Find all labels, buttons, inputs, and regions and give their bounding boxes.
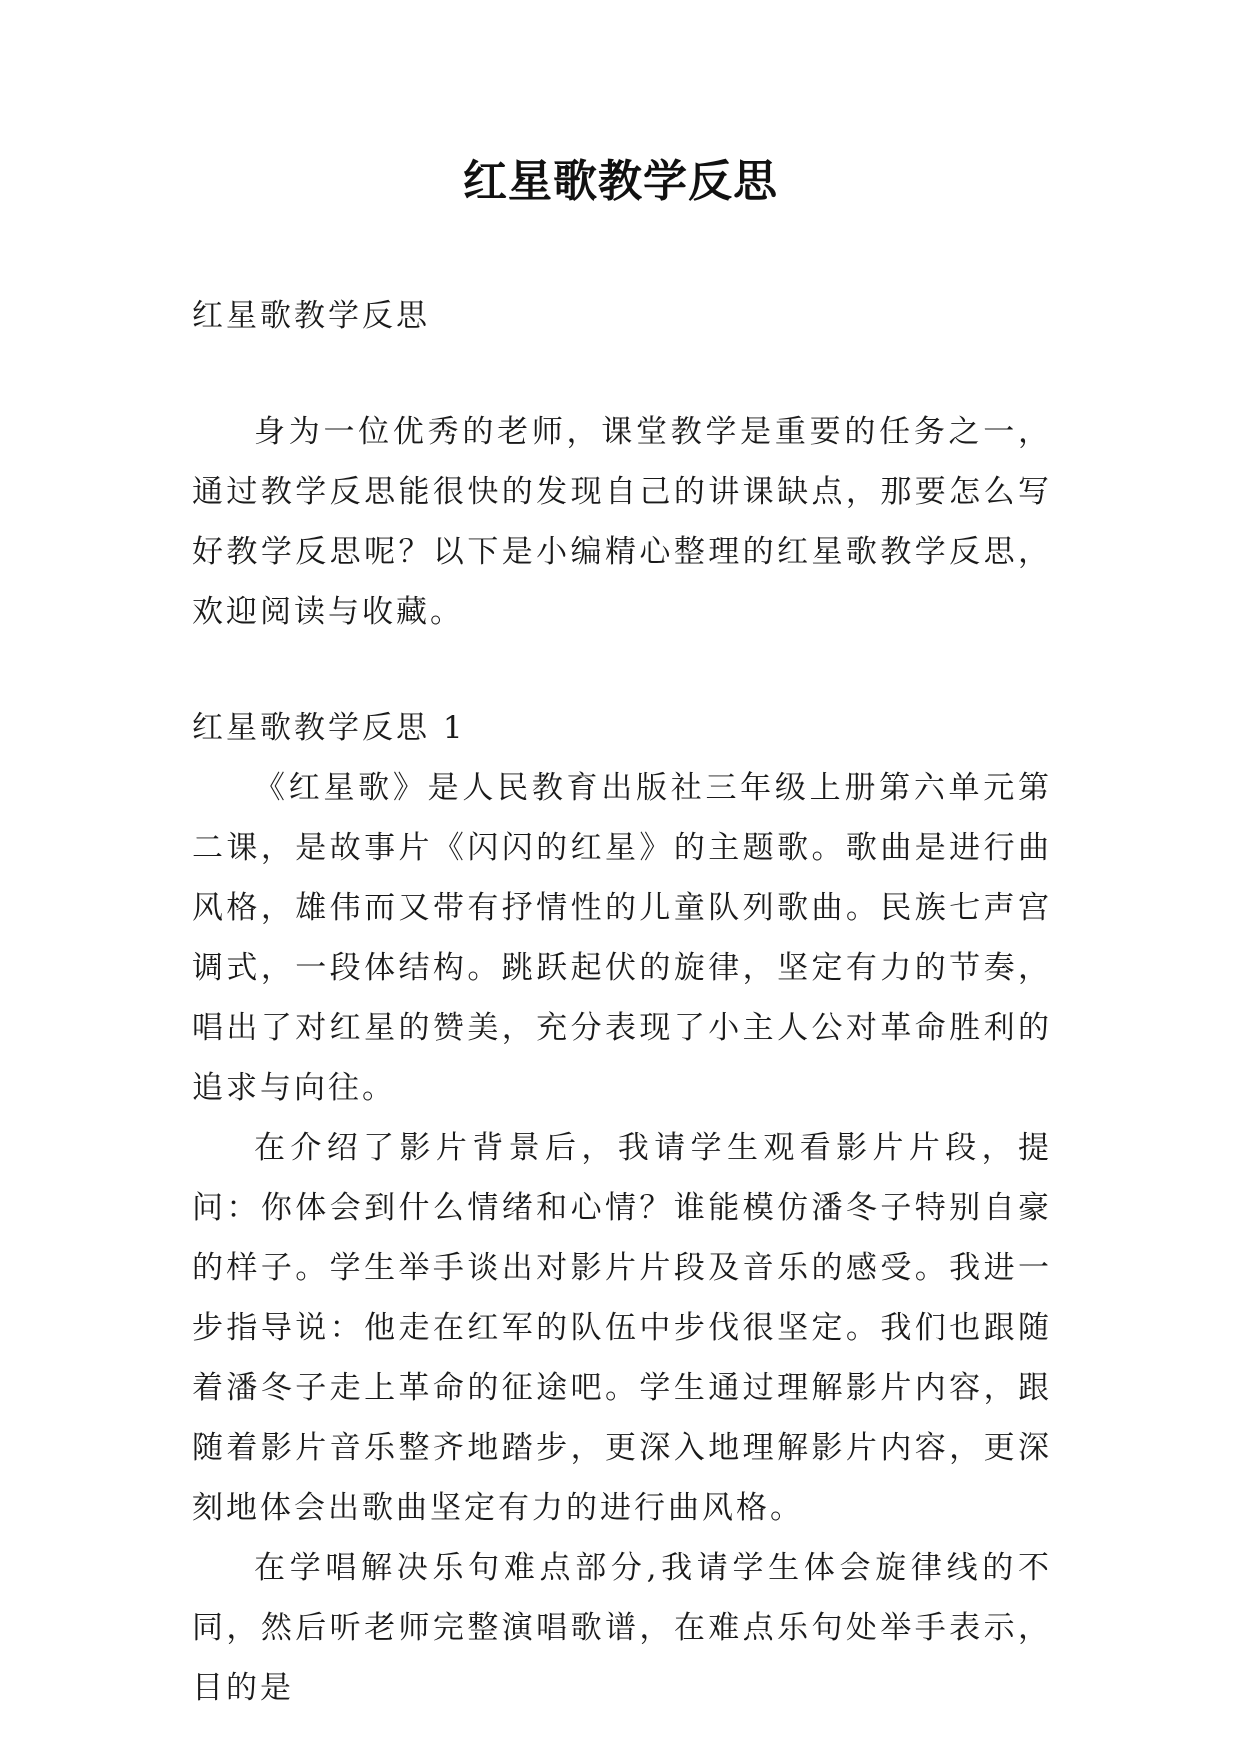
- section-heading: 红星歌教学反思 1: [192, 710, 466, 746]
- intro-paragraph: 身为一位优秀的老师，课堂教学是重要的任务之一，通过教学反思能很快的发现自己的讲课缺点，那要怎么写好教学反思呢？以下是小编精心整理的红星歌教学反思，欢迎阅读与收藏。: [192, 414, 1052, 630]
- document-title: 红星歌教学反思: [463, 156, 778, 207]
- body-paragraph: 《红星歌》是人民教育出版社三年级上册第六单元第二课，是故事片《闪闪的红星》的主题歌。歌曲是进行曲风格，雄伟而又带有抒情性的儿童队列歌曲。民族七声宫调式，一段体结构。跳跃起伏的旋律，坚定有力的节奏，唱出了对红星的赞美，充分表现了小主人公对革命胜利的追求与向往。: [192, 770, 1052, 1106]
- spacer: [192, 346, 1052, 402]
- body-paragraph: 在学唱解决乐句难点部分,我请学生体会旋律线的不同，然后听老师完整演唱歌谱，在难点乐句处举手表示，目的是: [192, 1550, 1052, 1706]
- body-paragraph: 在介绍了影片背景后，我请学生观看影片片段，提问：你体会到什么情绪和心情？谁能模仿潘冬子特别自豪的样子。学生举手谈出对影片片段及音乐的感受。我进一步指导说：他走在红军的队伍中步伐很坚定。我们也跟随着潘冬子走上革命的征途吧。学生通过理解影片内容，跟随着影片音乐整齐地踏步，更深入地理解影片内容，更深刻地体会出歌曲坚定有力的进行曲风格。: [192, 1130, 1052, 1526]
- document-subtitle: 红星歌教学反思: [192, 298, 430, 334]
- spacer: [192, 642, 1052, 698]
- document-body: [192, 286, 1052, 1718]
